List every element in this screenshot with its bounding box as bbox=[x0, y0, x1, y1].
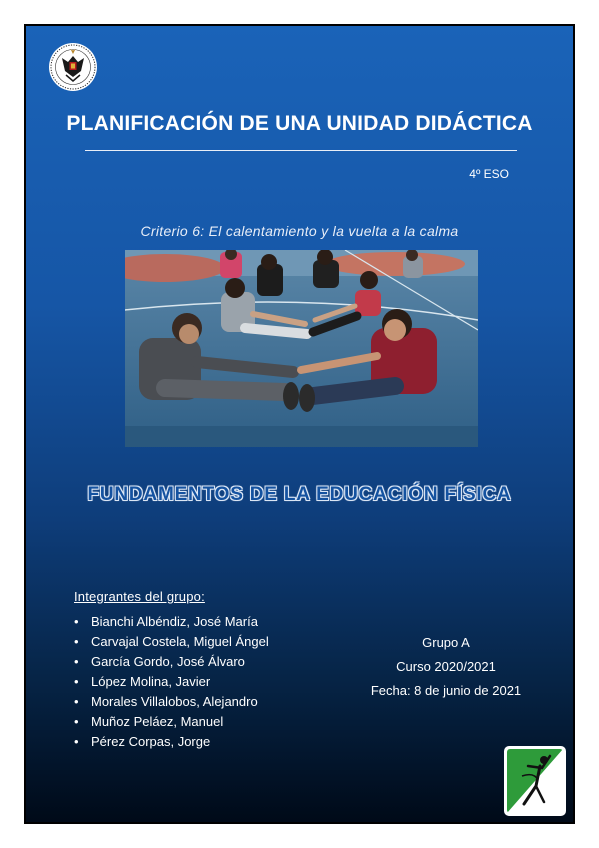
member-name: García Gordo, José Álvaro bbox=[91, 654, 245, 669]
subject-title: FUNDAMENTOS DE LA EDUCACIÓN FÍSICA bbox=[87, 484, 512, 505]
list-item bbox=[74, 652, 269, 672]
document-title: PLANIFICACIÓN DE UNA UNIDAD DIDÁCTICA bbox=[66, 112, 533, 135]
level-label: 4º ESO bbox=[469, 167, 509, 181]
member-name: Bianchi Albéndiz, José María bbox=[91, 614, 258, 629]
course-label: Curso 2020/2021 bbox=[396, 659, 496, 674]
list-item bbox=[74, 732, 269, 752]
member-name: Pérez Corpas, Jorge bbox=[91, 734, 211, 749]
university-crest-icon bbox=[48, 40, 98, 94]
criterion-subtitle: Criterio 6: El calentamiento y la vuelta a la calma bbox=[140, 223, 459, 239]
group-info bbox=[346, 631, 546, 703]
members-heading: Integrantes del grupo: bbox=[74, 589, 205, 604]
list-item bbox=[74, 632, 269, 652]
bullet: • bbox=[74, 654, 79, 669]
list-item bbox=[74, 672, 269, 692]
member-name: López Molina, Javier bbox=[91, 674, 211, 689]
title-divider bbox=[85, 150, 517, 151]
members-list bbox=[74, 612, 269, 752]
member-name: Morales Villalobos, Alejandro bbox=[91, 694, 258, 709]
bullet: • bbox=[74, 614, 79, 629]
group-label: Grupo A bbox=[422, 635, 470, 650]
bullet: • bbox=[74, 674, 79, 689]
bullet: • bbox=[74, 634, 79, 649]
date-label: Fecha: 8 de junio de 2021 bbox=[370, 683, 522, 698]
gymnast-logo-icon bbox=[504, 746, 566, 816]
bullet: • bbox=[74, 694, 79, 709]
list-item bbox=[74, 712, 269, 732]
students-stretching-photo bbox=[125, 250, 478, 447]
list-item bbox=[74, 692, 269, 712]
cover-page bbox=[24, 24, 575, 824]
list-item bbox=[74, 612, 269, 632]
member-name: Muñoz Peláez, Manuel bbox=[91, 714, 224, 729]
bullet: • bbox=[74, 734, 79, 749]
bullet: • bbox=[74, 714, 79, 729]
member-name: Carvajal Costela, Miguel Ángel bbox=[91, 634, 269, 649]
